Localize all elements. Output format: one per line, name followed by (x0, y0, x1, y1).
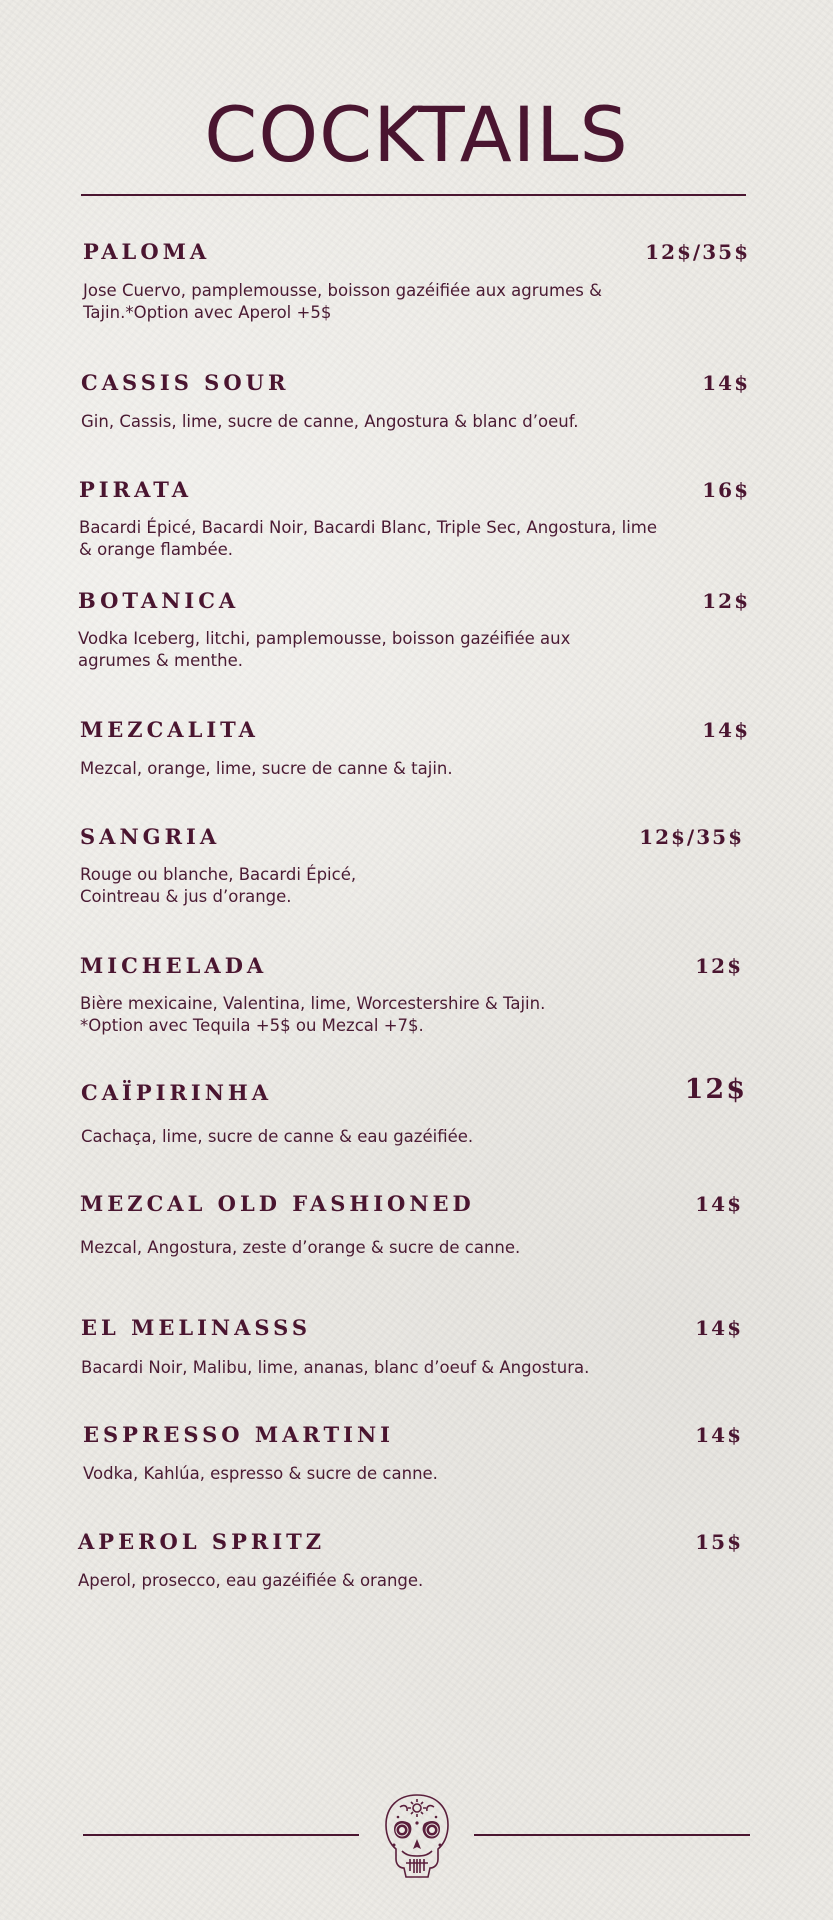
item-price-sangria: 12$/35$ (639, 825, 744, 849)
item-description-mezcal-old-fashioned: Mezcal, Angostura, zeste d’orange & sucre de canne. (80, 1238, 521, 1257)
item-price-michelada: 12$ (695, 954, 743, 978)
item-name-botanica: BOTANICA (78, 588, 240, 613)
item-description-paloma: Jose Cuervo, pamplemousse, boisson gazéifiée aux agrumes & Tajin.*Option avec Aperol +5$ (83, 281, 602, 322)
item-description-michelada: Bière mexicaine, Valentina, lime, Worcestershire & Tajin. *Option avec Tequila +5$ ou Mezcal +7$. (80, 994, 546, 1035)
footer-divider-right (474, 1834, 750, 1836)
item-description-caipirinha: Cachaça, lime, sucre de canne & eau gazéifiée. (81, 1127, 474, 1146)
item-description-cassis-sour: Gin, Cassis, lime, sucre de canne, Angostura & blanc d’oeuf. (81, 412, 579, 431)
item-price-botanica: 12$ (702, 589, 750, 613)
sugar-skull-icon (382, 1793, 452, 1881)
item-price-mezcalita: 14$ (702, 718, 750, 742)
item-name-paloma: PALOMA (83, 239, 211, 264)
item-name-mezcal-old-fashioned: MEZCAL OLD FASHIONED (80, 1191, 475, 1216)
item-price-caipirinha: 12$ (684, 1074, 747, 1105)
menu-title: COCKTAILS (204, 90, 629, 179)
item-description-mezcalita: Mezcal, orange, lime, sucre de canne & tajin. (80, 759, 453, 778)
item-price-el-melinasss: 14$ (695, 1316, 743, 1340)
item-name-mezcalita: MEZCALITA (80, 717, 259, 742)
item-description-aperol-spritz: Aperol, prosecco, eau gazéifiée & orange. (78, 1571, 424, 1590)
item-price-paloma: 12$/35$ (645, 240, 750, 264)
item-description-espresso-martini: Vodka, Kahlúa, espresso & sucre de canne. (83, 1464, 438, 1483)
item-name-cassis-sour: CASSIS SOUR (81, 370, 290, 395)
item-price-pirata: 16$ (702, 478, 750, 502)
item-description-botanica: Vodka Iceberg, litchi, pamplemousse, boisson gazéifiée aux agrumes & menthe. (78, 629, 571, 670)
item-name-caipirinha: CAÏPIRINHA (81, 1080, 273, 1105)
item-name-espresso-martini: ESPRESSO MARTINI (83, 1422, 394, 1447)
item-description-sangria: Rouge ou blanche, Bacardi Épicé, Cointreau & jus d’orange. (80, 865, 357, 906)
item-price-espresso-martini: 14$ (695, 1423, 743, 1447)
item-description-pirata: Bacardi Épicé, Bacardi Noir, Bacardi Blanc, Triple Sec, Angostura, lime & orange flambée. (79, 518, 658, 559)
item-name-michelada: MICHELADA (80, 953, 268, 978)
item-name-el-melinasss: EL MELINASSS (81, 1315, 311, 1340)
footer-divider-left (83, 1834, 359, 1836)
item-price-aperol-spritz: 15$ (695, 1530, 743, 1554)
item-name-aperol-spritz: APEROL SPRITZ (78, 1529, 326, 1554)
item-name-pirata: PIRATA (79, 477, 192, 502)
title-divider (81, 194, 746, 196)
item-price-mezcal-old-fashioned: 14$ (695, 1192, 743, 1216)
item-price-cassis-sour: 14$ (702, 371, 750, 395)
item-name-sangria: SANGRIA (80, 824, 221, 849)
item-description-el-melinasss: Bacardi Noir, Malibu, lime, ananas, blanc d’oeuf & Angostura. (81, 1358, 590, 1377)
